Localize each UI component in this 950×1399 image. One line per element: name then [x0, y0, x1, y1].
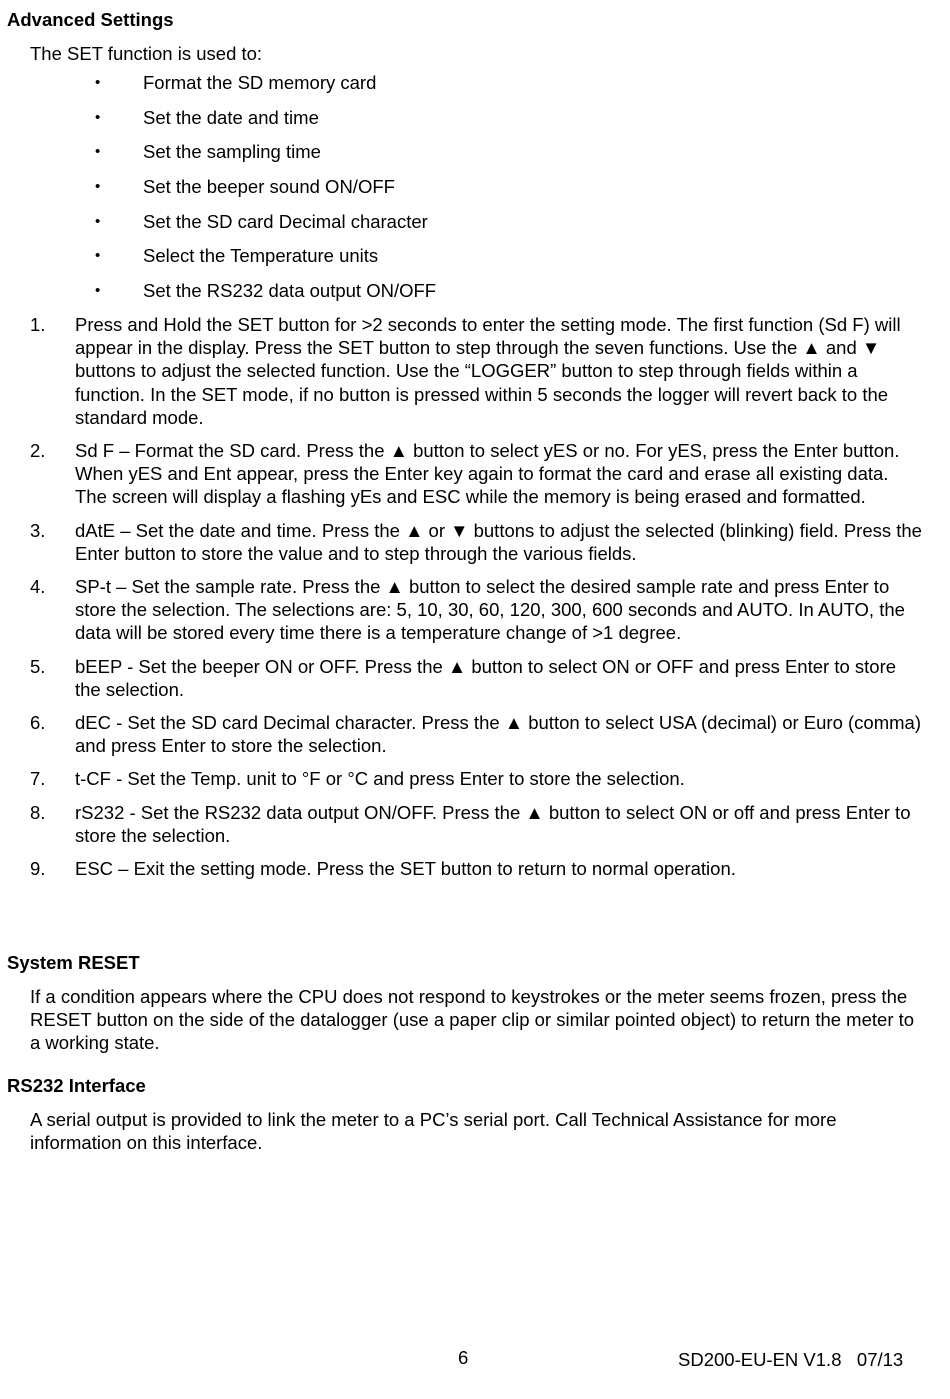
list-item [0, 278, 950, 313]
list-item [0, 243, 950, 278]
step-number: 3. [30, 519, 46, 541]
bullet-icon: • [95, 212, 101, 230]
step-number: 8. [30, 801, 46, 823]
bullet-text: Set the RS232 data output ON/OFF [143, 280, 437, 302]
bullet-icon: • [95, 74, 101, 91]
step-text: t-CF - Set the Temp. unit to °F or °C and press Enter to store the selection. [75, 768, 685, 790]
step-number: 5. [30, 655, 46, 677]
list-item [0, 139, 950, 174]
system-reset-text: If a condition appears where the CPU does not respond to keystrokes or the meter seems frozen, press the RESET button on the side of the datalogger (use a paper clip or similar pointed object) to return the meter to a working state. [30, 986, 915, 1054]
bullet-text: Set the beeper sound ON/OFF [143, 176, 395, 198]
step-item [0, 519, 950, 565]
rs232-interface-text: A serial output is provided to link the meter to a PC’s serial port. Call Technical Assistance for more information on this interface. [30, 1109, 837, 1154]
step-number: 7. [30, 768, 46, 790]
step-text: dAtE – Set the date and time. Press the ▲ or ▼ buttons to adjust the selected (blinking) field. Press the Enter button to store the value and to step through the various fields. [75, 519, 922, 564]
document-id: SD200-EU-EN V1.8 07/13 [678, 1349, 904, 1370]
bullet-text: Set the SD card Decimal character [143, 210, 428, 232]
step-text: bEEP - Set the beeper ON or OFF. Press the ▲ button to select ON or OFF and press Enter to store the selection. [75, 655, 897, 700]
bullet-text: Select the Temperature units [143, 245, 379, 267]
step-number: 2. [30, 440, 46, 462]
step-item [0, 767, 950, 790]
step-number: 6. [30, 712, 46, 734]
step-number: 9. [30, 858, 46, 880]
bullet-icon: • [95, 108, 101, 126]
step-text: Sd F – Format the SD card. Press the ▲ button to select yES or no. For yES, press the Enter button. When yES and Ent appear, press the Enter key again to format the card and erase all existing data. The screen will display a flashing yEs and ESC while the memory is being erased and formatted. [75, 440, 900, 508]
bullet-icon: • [95, 178, 101, 196]
bullet-icon: • [95, 282, 101, 300]
bullet-text: Format the SD memory card [143, 72, 377, 93]
bullet-icon: • [95, 247, 101, 265]
step-item [0, 655, 950, 701]
step-item [0, 711, 950, 757]
system-reset-heading: System RESET [7, 952, 140, 973]
page-number: 6 [458, 1347, 469, 1368]
step-item [0, 857, 950, 880]
rs232-interface-heading: RS232 Interface [7, 1075, 146, 1096]
step-text: ESC – Exit the setting mode. Press the SET button to return to normal operation. [75, 858, 736, 880]
list-item [0, 209, 950, 244]
step-item [0, 439, 950, 509]
step-text: dEC - Set the SD card Decimal character. Press the ▲ button to select USA (decimal) or Euro (comma) and press Enter to store the selection. [75, 712, 921, 757]
bullet-icon: • [95, 143, 101, 161]
advanced-settings-heading: Advanced Settings [7, 9, 174, 30]
step-text: SP-t – Set the sample rate. Press the ▲ button to select the desired sample rate and press Enter to store the selection. The selections are: 5, 10, 30, 60, 120, 300, 600 seconds and AUTO. In AUTO, the data will be stored every time there is a temperature change of >1 degree. [75, 576, 905, 644]
bullet-text: Set the date and time [143, 106, 319, 128]
list-item [0, 70, 950, 105]
step-number: 4. [30, 576, 46, 598]
step-text: rS232 - Set the RS232 data output ON/OFF. Press the ▲ button to select ON or off and press Enter to store the selection. [75, 801, 911, 846]
step-item [0, 801, 950, 847]
bullet-text: Set the sampling time [143, 141, 321, 163]
step-item [0, 313, 950, 429]
setting-steps-list [0, 313, 950, 890]
step-number: 1. [30, 314, 46, 335]
list-item [0, 105, 950, 140]
set-functions-list [0, 70, 950, 313]
advanced-settings-intro: The SET function is used to: [30, 43, 263, 64]
step-item [0, 575, 950, 645]
list-item [0, 174, 950, 209]
step-text: Press and Hold the SET button for >2 seconds to enter the setting mode. The first function (Sd F) will appear in the display. Press the SET button to step through the seven functions. Use the ▲ and ▼ buttons to adjust the selected function. Use the “LOGGER” button to step through fields within a function. In the SET mode, if no button is pressed within 5 seconds the logger will revert back to the standard mode. [75, 314, 901, 428]
